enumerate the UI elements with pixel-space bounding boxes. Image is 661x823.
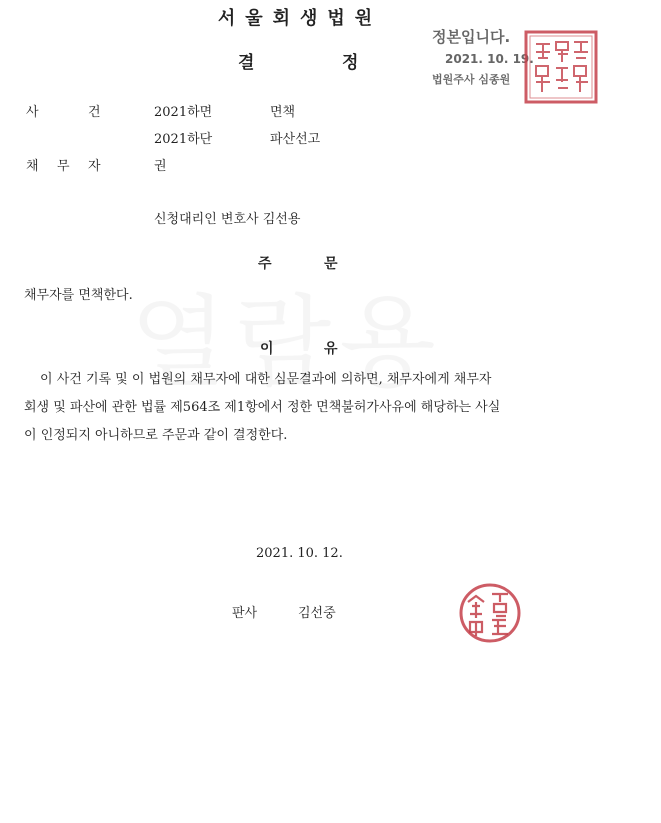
certified-date: 2021. 10. 19. [445,52,534,66]
debtor-label-2: 무 [57,159,70,174]
order-heading-left: 주 [258,256,272,272]
reason-line-3: 이 인정되지 아니하므로 주문과 같이 결정한다. [24,428,288,443]
debtor-label-1: 채 [26,159,39,174]
order-text: 채무자를 면책한다. [24,288,133,303]
judge-title: 판사 [232,606,258,621]
certified-copy-label: 정본입니다. [432,28,511,46]
debtor-label-3: 자 [88,159,101,174]
case-number-1: 2021하면 [154,105,213,120]
doc-title-right: 정 [342,53,359,73]
court-seal-stamp [524,30,598,104]
case-label-2: 건 [88,105,101,120]
reason-line-1: 이 사건 기록 및 이 법원의 채무자에 대한 심문결과에 의하면, 채무자에게 채무자 [40,372,492,387]
order-heading-right: 문 [324,256,338,272]
judge-name: 김선중 [298,606,336,621]
case-label-1: 사 [26,105,39,120]
doc-title-left: 결 [238,53,255,73]
case-type-2: 파산선고 [270,132,321,147]
court-name: 서울회생법원 [217,8,383,29]
reason-heading-left: 이 [260,341,274,357]
reason-heading-right: 유 [324,341,338,357]
case-number-2: 2021하단 [154,132,213,147]
certifying-officer: 법원주사 심종원 [432,73,511,86]
case-type-1: 면책 [270,105,296,120]
judge-seal-stamp [458,582,522,644]
decision-date: 2021. 10. 12. [256,546,343,561]
reason-line-2: 회생 및 파산에 관한 법률 제564조 제1항에서 정한 면책불허가사유에 해당하는 사실 [24,400,501,415]
debtor-name: 권 [154,159,167,174]
applicant-agent: 신청대리인 변호사 김선용 [154,212,301,227]
